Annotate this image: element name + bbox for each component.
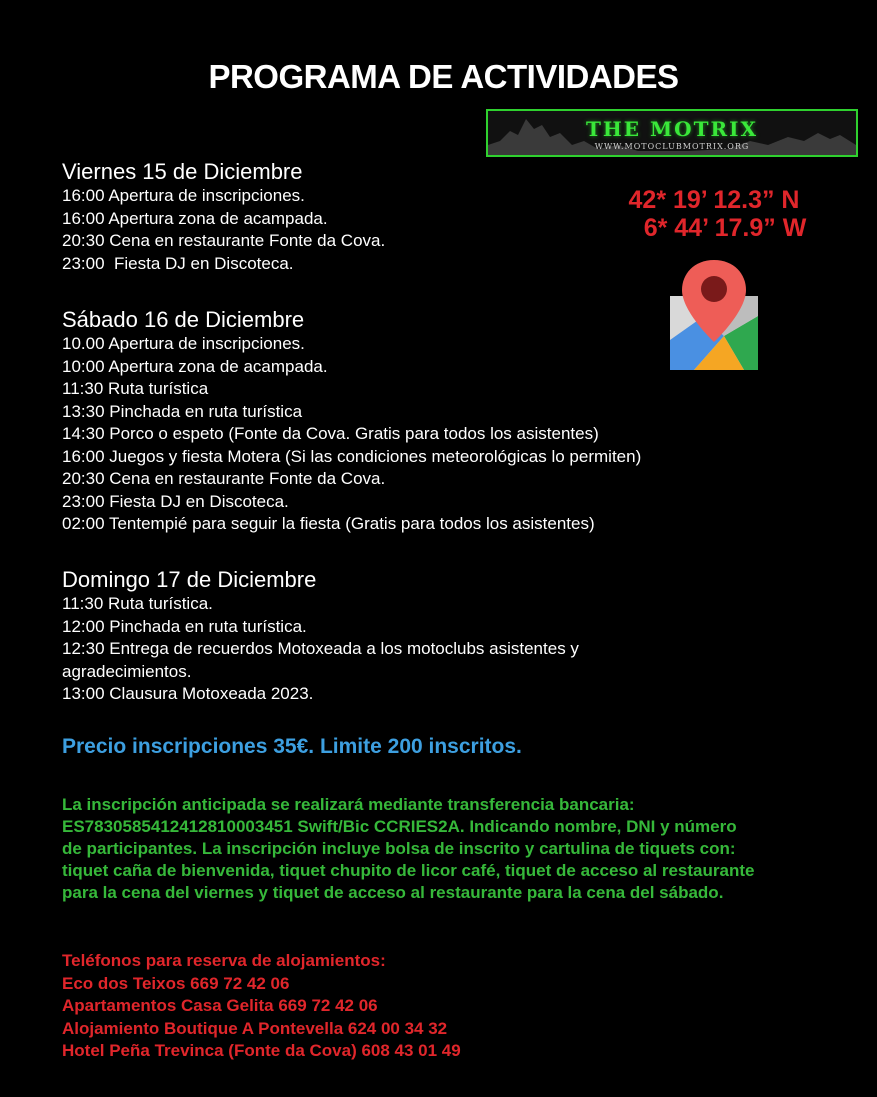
day-friday bbox=[62, 159, 385, 275]
schedule-item: 10:00 Apertura zona de acampada. bbox=[62, 356, 328, 376]
schedule-item: 14:30 Porco o espeto (Fonte da Cova. Gratis para todos los asistentes) bbox=[62, 424, 599, 443]
schedule-item: 13:30 Pinchada en ruta turística bbox=[62, 401, 303, 421]
phones-heading: Teléfonos para reserva de alojamientos: bbox=[62, 951, 386, 970]
day-heading: Domingo 17 de Diciembre bbox=[62, 567, 317, 592]
phone-item: Apartamentos Casa Gelita 669 72 42 06 bbox=[62, 996, 378, 1016]
gps-coordinates bbox=[608, 186, 820, 242]
registration-line: para la cena del viernes y tiquet de acceso al restaurante para la cena del sábado. bbox=[62, 883, 724, 902]
latitude: 42* 19’ 12.3” N bbox=[628, 186, 800, 214]
schedule-item: 23:00 Fiesta DJ en Discoteca. bbox=[62, 253, 294, 273]
day-heading: Viernes 15 de Diciembre bbox=[62, 159, 303, 184]
schedule-item: 12:00 Pinchada en ruta turística. bbox=[62, 616, 307, 636]
schedule-item: 16:00 Juegos y fiesta Motera (Si las condiciones meteorológicas lo permiten) bbox=[62, 446, 642, 466]
registration-line: La inscripción anticipada se realizará mediante transferencia bancaria: bbox=[62, 795, 635, 814]
accommodation-phones bbox=[62, 950, 461, 1063]
schedule-item: 02:00 Tentempié para seguir la fiesta (Gratis para todos los asistentes) bbox=[62, 514, 595, 533]
phone-item: Eco dos Teixos 669 72 42 06 bbox=[62, 973, 290, 993]
day-heading: Sábado 16 de Diciembre bbox=[62, 307, 305, 332]
schedule-item: 11:30 Ruta turística. bbox=[62, 594, 213, 613]
schedule-item: 23:00 Fiesta DJ en Discoteca. bbox=[62, 491, 289, 511]
schedule-item: 16:00 Apertura zona de acampada. bbox=[62, 208, 328, 228]
longitude: 6* 44’ 17.9” W bbox=[643, 214, 807, 242]
phone-item: Hotel Peña Trevinca (Fonte da Cova) 608 43 01 49 bbox=[62, 1041, 461, 1061]
schedule-item: 12:30 Entrega de recuerdos Motoxeada a los motoclubs asistentes y bbox=[62, 639, 579, 658]
schedule-item: 11:30 Ruta turística bbox=[62, 379, 209, 398]
logo-name: THE MOTRIX bbox=[586, 117, 758, 141]
schedule-item: 13:00 Clausura Motoxeada 2023. bbox=[62, 684, 314, 703]
day-sunday bbox=[62, 567, 579, 706]
day-saturday bbox=[62, 307, 641, 536]
map-pin-icon[interactable] bbox=[664, 256, 764, 374]
registration-line: ES7830585412412810003451 Swift/Bic CCRIES2A. Indicando nombre, DNI y número bbox=[62, 817, 737, 836]
logo-url: WWW.MOTOCLUBMOTRIX.ORG bbox=[594, 142, 750, 151]
price-info: Precio inscripciones 35€. Limite 200 inscritos. bbox=[62, 735, 522, 758]
schedule-item: 20:30 Cena en restaurante Fonte da Cova. bbox=[62, 469, 386, 488]
phone-item: Alojamiento Boutique A Pontevella 624 00 34 32 bbox=[62, 1018, 448, 1038]
schedule-item: agradecimientos. bbox=[62, 661, 192, 681]
schedule-item: 16:00 Apertura de inscripciones. bbox=[62, 186, 305, 205]
registration-line: de participantes. La inscripción incluye bolsa de inscrito y cartulina de tiquets con: bbox=[62, 839, 736, 858]
registration-info bbox=[62, 794, 822, 904]
schedule-item: 20:30 Cena en restaurante Fonte da Cova. bbox=[62, 231, 386, 250]
registration-line: tiquet caña de bienvenida, tiquet chupito de licor café, tiquet de acceso al restaurante bbox=[62, 861, 755, 880]
schedule-item: 10.00 Apertura de inscripciones. bbox=[62, 334, 305, 353]
page-title: PROGRAMA DE ACTIVIDADES bbox=[208, 58, 679, 95]
motrix-logo bbox=[486, 109, 858, 157]
